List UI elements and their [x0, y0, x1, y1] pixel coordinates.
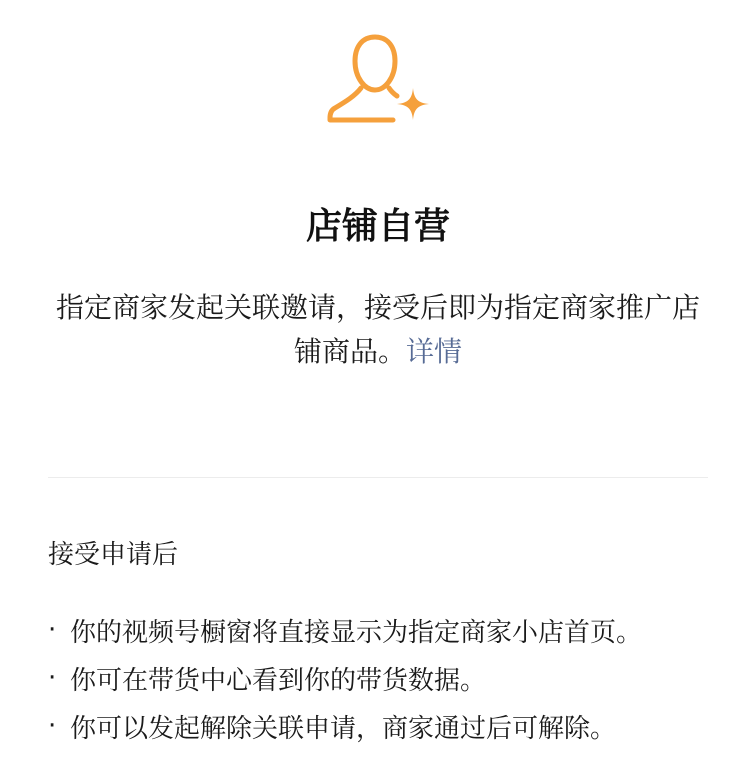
list-item-text: 你的视频号橱窗将直接显示为指定商家小店首页。 — [70, 617, 643, 648]
description — [48, 286, 708, 374]
bullet-dot: · — [48, 663, 57, 693]
divider — [48, 477, 708, 478]
list-item — [48, 606, 728, 654]
details-link[interactable]: 详情 — [406, 335, 463, 368]
list-item-text: 你可在带货中心看到你的带货数据。 — [70, 665, 487, 696]
bullet-dot: · — [48, 711, 57, 741]
list-item — [48, 654, 728, 702]
page-title: 店铺自营 — [305, 206, 450, 247]
bullet-dot: · — [48, 615, 57, 645]
bullet-list — [48, 606, 728, 750]
user-star-icon — [325, 32, 433, 132]
list-item-text: 你可以发起解除关联申请，商家通过后可解除。 — [70, 713, 617, 744]
section-heading: 接受申请后 — [48, 540, 179, 570]
description-text: 指定商家发起关联邀请，接受后即为指定商家推广店铺商品。 — [55, 291, 700, 368]
list-item — [48, 702, 728, 750]
